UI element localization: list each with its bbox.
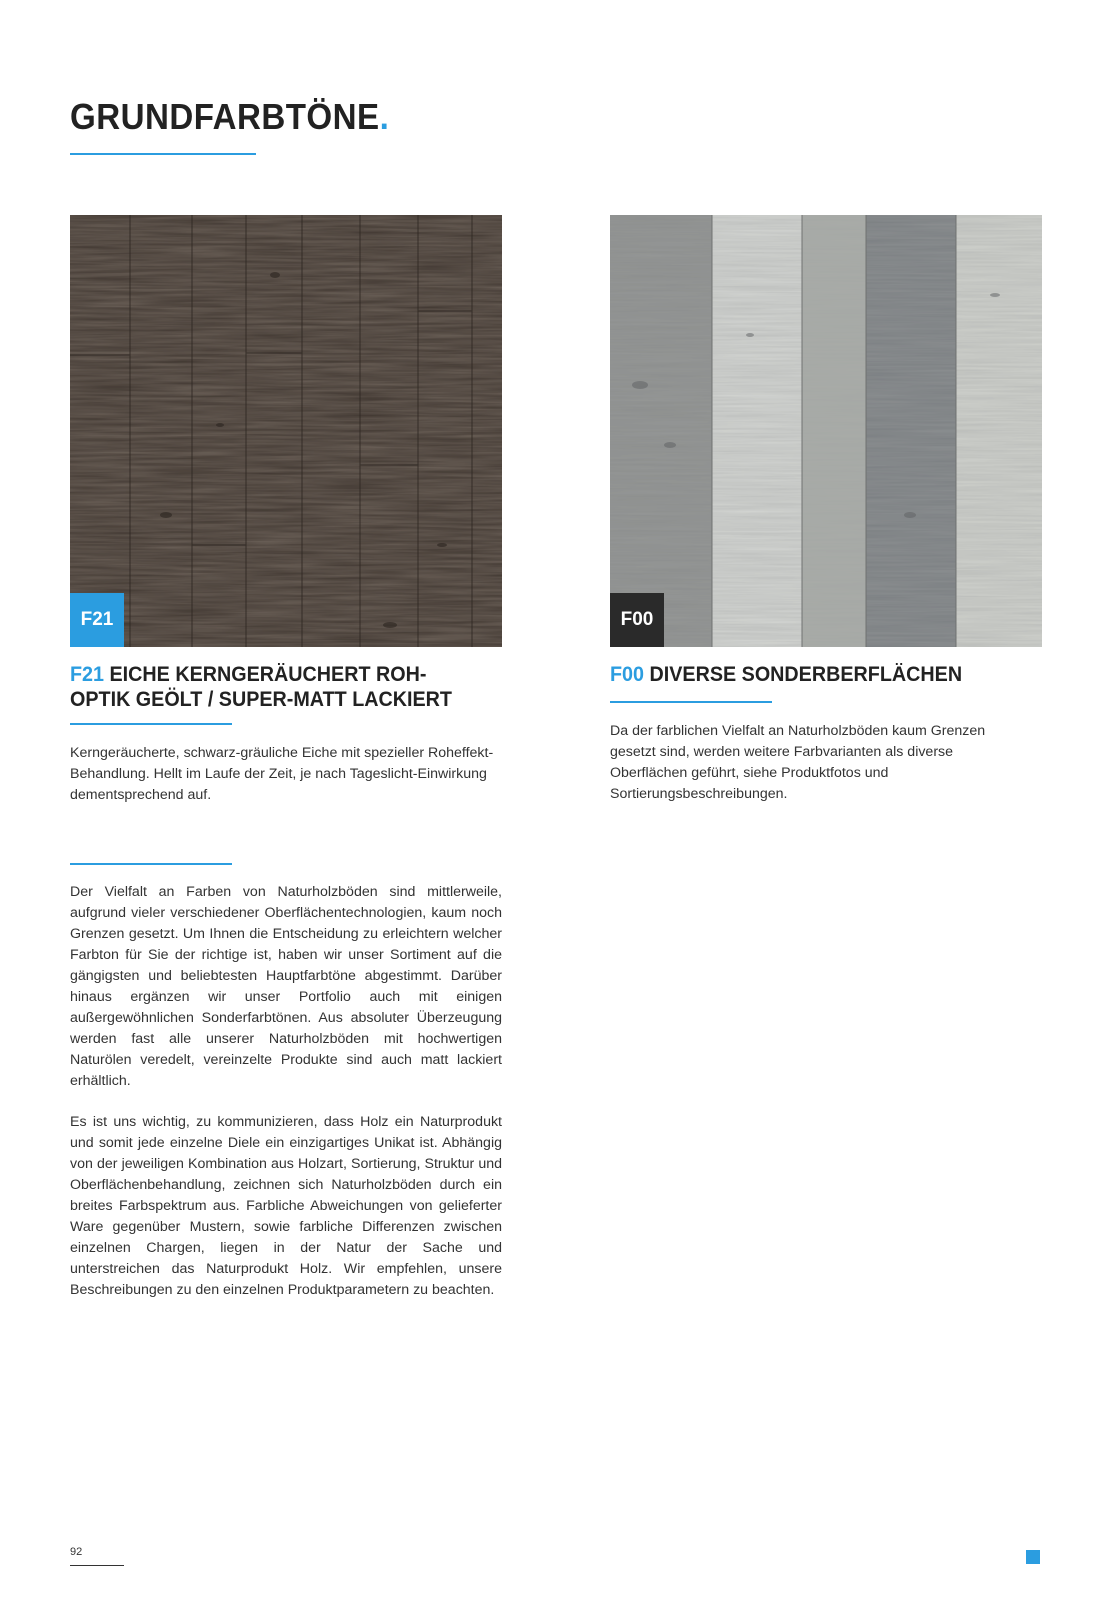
- body-paragraph-1: Der Vielfalt an Farben von Naturholzböden sind mittlerweile, aufgrund vieler verschiedener Oberflächentechnologien, kaum noch Grenzen gesetzt. Um Ihnen die Entscheidung zu erleichtern welcher Farbton für Sie der richtige ist, haben wir unser Sortiment auf die gängigsten und beliebtesten Hauptfarbtöne abgestimmt. Darüber hinaus ergänzen wir unser Portfolio auch mit einigen außergewöhnlichen Sonderfarbtönen. Aus absoluter Überzeugung werden fast alle unserer Naturholzböden mit hochwertigen Naturölen veredelt, vereinzelte Produkte sind auch matt lackiert erhältlich.: [70, 884, 502, 1089]
- product-description-f21: Kerngeräucherte, schwarz-gräuliche Eiche mit spezieller Roheffekt-Behandlung. Hellt im Laufe der Zeit, je nach Tageslicht-Einwirkung dementsprechend auf.: [70, 745, 494, 803]
- wood-texture-dark: [70, 215, 502, 647]
- title-dot: .: [379, 96, 390, 137]
- product-code-f21: F21: [70, 663, 105, 686]
- product-code-f00: F00: [610, 663, 645, 686]
- page-number-rule: [70, 1565, 124, 1566]
- wood-texture-mixed: [610, 215, 1042, 647]
- page-title: GRUNDFARBTÖNE.: [70, 96, 390, 137]
- code-badge-f00: F00: [610, 593, 664, 647]
- heading-underline-f00: [610, 701, 772, 703]
- heading-underline-f21: [70, 723, 232, 725]
- page-number: 92: [70, 1546, 83, 1558]
- body-paragraph-2: Es ist uns wichtig, zu kommunizieren, dass Holz ein Naturprodukt und somit jede einzelne Diele ein einzigartiges Unikat ist. Abhängig von der jeweiligen Kombination aus Holzart, Sortierung, Struktur und Oberflächenbehandlung, zeichnen sich Naturholzböden durch ein breites Farbspektrum aus. Farbliche Abweichungen von gelieferter Ware gegenüber Mustern, sowie farbliche Differenzen zwischen einzelnen Chargen, liegen in der Natur der Sache und unterstreichen das Naturprodukt Holz. Wir empfehlen, unsere Beschreibungen zu den einzelnen Produktparametern zu beachten.: [70, 1114, 502, 1298]
- product-name-f00: DIVERSE SONDERBERFLÄCHEN: [649, 663, 963, 686]
- product-heading-f00: [610, 662, 1024, 687]
- code-badge-f21: F21: [70, 593, 124, 647]
- swatch-image-f00: [610, 215, 1042, 647]
- product-description-f00: Da der farblichen Vielfalt an Naturholzböden kaum Grenzen gesetzt sind, werden weitere Farbvarianten als diverse Oberflächen geführt, siehe Produktfotos und Sortierungsbeschreibungen.: [610, 723, 986, 802]
- body-section-rule: [70, 863, 232, 865]
- swatch-image-f21: [70, 215, 502, 647]
- product-heading-f21: [70, 662, 484, 712]
- title-underline: [70, 153, 256, 155]
- product-name-f21: EICHE KERNGERÄUCHERT ROH-OPTIK GEÖLT / SUPER-MATT LACKIERT: [70, 663, 452, 711]
- corner-square-marker: [1026, 1550, 1040, 1564]
